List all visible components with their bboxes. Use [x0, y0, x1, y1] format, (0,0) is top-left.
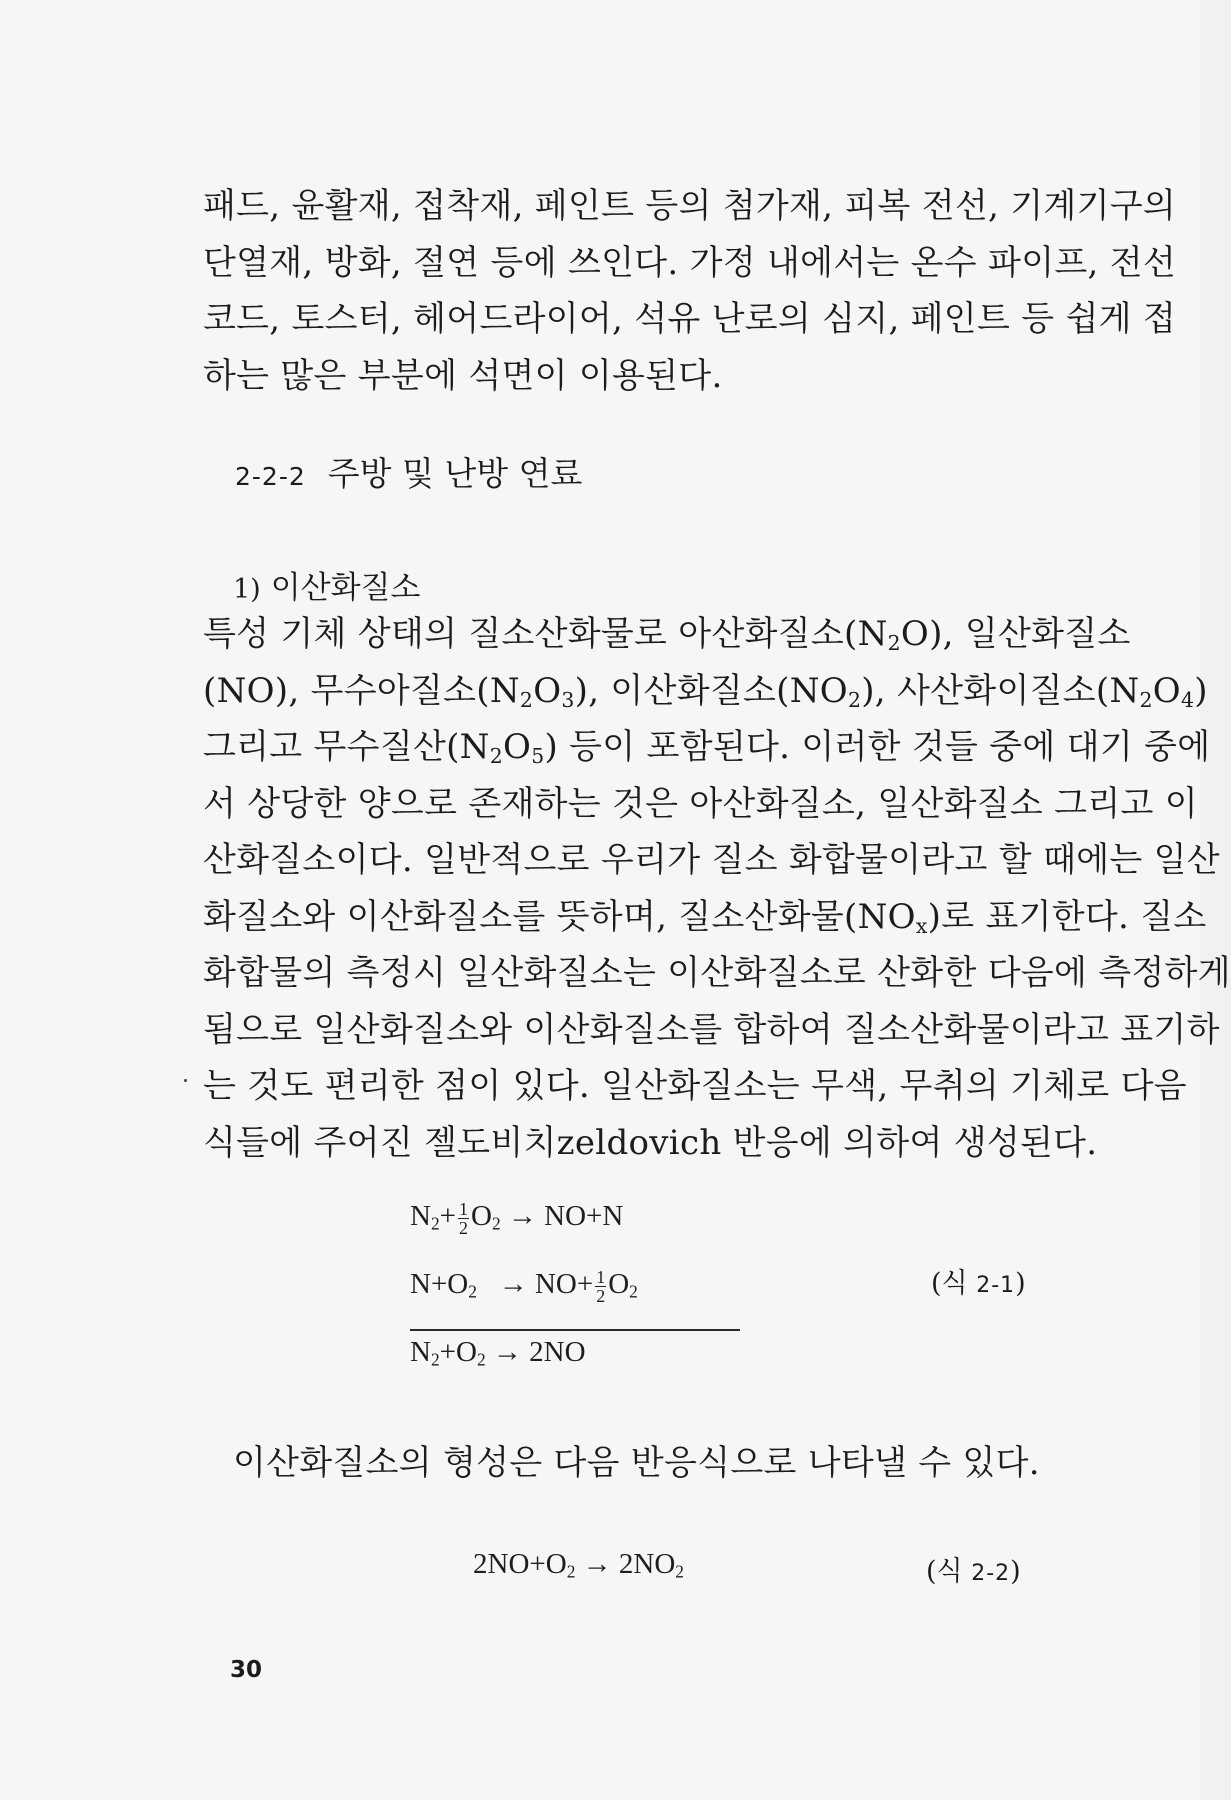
subscript: 3 — [561, 687, 575, 712]
subscript: 4 — [1180, 687, 1195, 712]
eq-text: N — [410, 1200, 431, 1233]
body-line — [203, 606, 1131, 663]
intro-line: 하는 많은 부분에 석면이 이용된다. — [203, 355, 723, 396]
subscript: 2 — [847, 687, 862, 712]
subscript: 2 — [468, 1281, 477, 1302]
body-line — [203, 663, 1208, 720]
subscript: 2 — [476, 1349, 486, 1370]
text-run: 화질소와 이산화질소를 뜻하며, 질소산화물(NO — [203, 896, 916, 937]
body-line — [203, 889, 1207, 946]
eq-label-text: ) — [1015, 1268, 1026, 1299]
eq-text: → 2NO — [485, 1336, 586, 1368]
eq-label-number: 2-2 — [971, 1561, 1011, 1586]
fraction-denominator: 2 — [459, 1218, 469, 1238]
text-run: 특성 기체 상태의 질소산화물로 아산화질소(N — [203, 614, 888, 654]
subscript: 2 — [430, 1213, 440, 1234]
subscript: 2 — [629, 1281, 638, 1302]
eq-text: O — [471, 1200, 492, 1233]
text-run: 그리고 무수질산(N — [203, 727, 490, 767]
subsection-heading — [233, 562, 420, 607]
subscript: 2 — [675, 1561, 684, 1582]
body-line: 됨으로 일산화질소와 이산화질소를 합하여 질소산화물이라고 표기하 — [203, 1009, 1220, 1050]
intro-line: 코드, 토스터, 헤어드라이어, 석유 난로의 심지, 페인트 등 쉽게 접 — [203, 299, 1176, 339]
eq-text: 2NO+O — [473, 1548, 567, 1580]
subsection-number: 1) — [233, 574, 261, 605]
eq-text: +O — [439, 1336, 477, 1368]
subscript: 2 — [1139, 687, 1153, 712]
section-number: 2-2-2 — [235, 462, 306, 491]
equation-line-1 — [410, 1200, 623, 1237]
eq-label-text: (식 — [931, 1268, 977, 1299]
scan-speck — [184, 1079, 187, 1082]
equation-label-2-2 — [926, 1549, 1021, 1588]
body-line: 화합물의 측정시 일산화질소는 이산화질소로 산화한 다음에 측정하게 — [203, 953, 1231, 993]
body-line: 서 상당한 양으로 존재하는 것은 아산화질소, 일산화질소 그리고 이 — [203, 783, 1198, 824]
fraction-one-half — [595, 1268, 606, 1305]
eq-label-text: ) — [1010, 1556, 1021, 1587]
subscript: 2 — [519, 687, 534, 712]
text-run: ) 등이 포함된다. 이러한 것들 중에 대기 중에 — [544, 727, 1211, 767]
eq-text: → NO+ — [476, 1268, 594, 1301]
text-run: O — [533, 670, 562, 711]
eq-text: + — [439, 1200, 457, 1233]
body-line: 식들에 주어진 젤도비치zeldovich 반응에 의하여 생성된다. — [203, 1122, 1098, 1163]
eq-text: → 2NO — [575, 1548, 676, 1580]
eq-text: → NO+N — [500, 1200, 624, 1233]
equation-label-2-1 — [931, 1261, 1026, 1300]
eq-text: O — [608, 1268, 630, 1301]
text-run: O — [1152, 670, 1181, 711]
subscript: x — [915, 913, 928, 938]
text-run: ), 이산화질소(NO — [574, 670, 848, 711]
subscript: 2 — [566, 1561, 576, 1582]
subscript: 5 — [531, 744, 545, 769]
equation-line-2 — [410, 1268, 638, 1305]
intro-paragraph — [203, 178, 1176, 404]
text-run: )로 표기한다. 질소 — [927, 896, 1207, 937]
fraction-denominator: 2 — [596, 1286, 606, 1306]
eq-text: N+O — [410, 1268, 469, 1301]
equation-intro-sentence: 이산화질소의 형성은 다음 반응식으로 나타낼 수 있다. — [233, 1443, 1040, 1483]
page-number: 30 — [230, 1657, 263, 1683]
equation-2-2 — [473, 1548, 684, 1581]
text-run: O), 일산화질소 — [900, 614, 1131, 654]
body-line: 산화질소이다. 일반적으로 우리가 질소 화합물이라고 할 때에는 일산 — [203, 840, 1220, 880]
eq-label-text: (식 — [926, 1556, 972, 1587]
section-title: 주방 및 난방 연료 — [327, 454, 583, 493]
text-run: ) — [1194, 670, 1208, 711]
fraction-one-half — [458, 1200, 469, 1237]
body-line — [203, 719, 1211, 776]
equation-sum-rule — [410, 1329, 740, 1331]
section-heading — [235, 448, 582, 495]
subsection-title: 이산화질소 — [270, 570, 421, 606]
body-paragraph — [203, 606, 1231, 1171]
text-run: ), 사산화이질소(N — [861, 670, 1140, 711]
text-run: O — [503, 727, 532, 767]
body-line: 는 것도 편리한 점이 있다. 일산화질소는 무색, 무취의 기체로 다음 — [203, 1066, 1187, 1106]
subscript: 2 — [491, 1213, 501, 1234]
fraction-numerator: 1 — [596, 1267, 606, 1287]
text-run: (NO), 무수아질소(N — [203, 670, 520, 711]
subscript: 2 — [489, 744, 504, 769]
fraction-numerator: 1 — [459, 1199, 469, 1219]
subscript: 2 — [430, 1349, 440, 1370]
subscript: 2 — [887, 631, 901, 656]
eq-label-number: 2-1 — [976, 1273, 1016, 1298]
intro-line: 패드, 윤활재, 접착재, 페인트 등의 첨가재, 피복 전선, 기계기구의 — [203, 186, 1176, 226]
equation-sum — [410, 1336, 586, 1369]
intro-line: 단열재, 방화, 절연 등에 쓰인다. 가정 내에서는 온수 파이프, 전선 — [203, 242, 1176, 283]
eq-text: N — [410, 1336, 431, 1368]
